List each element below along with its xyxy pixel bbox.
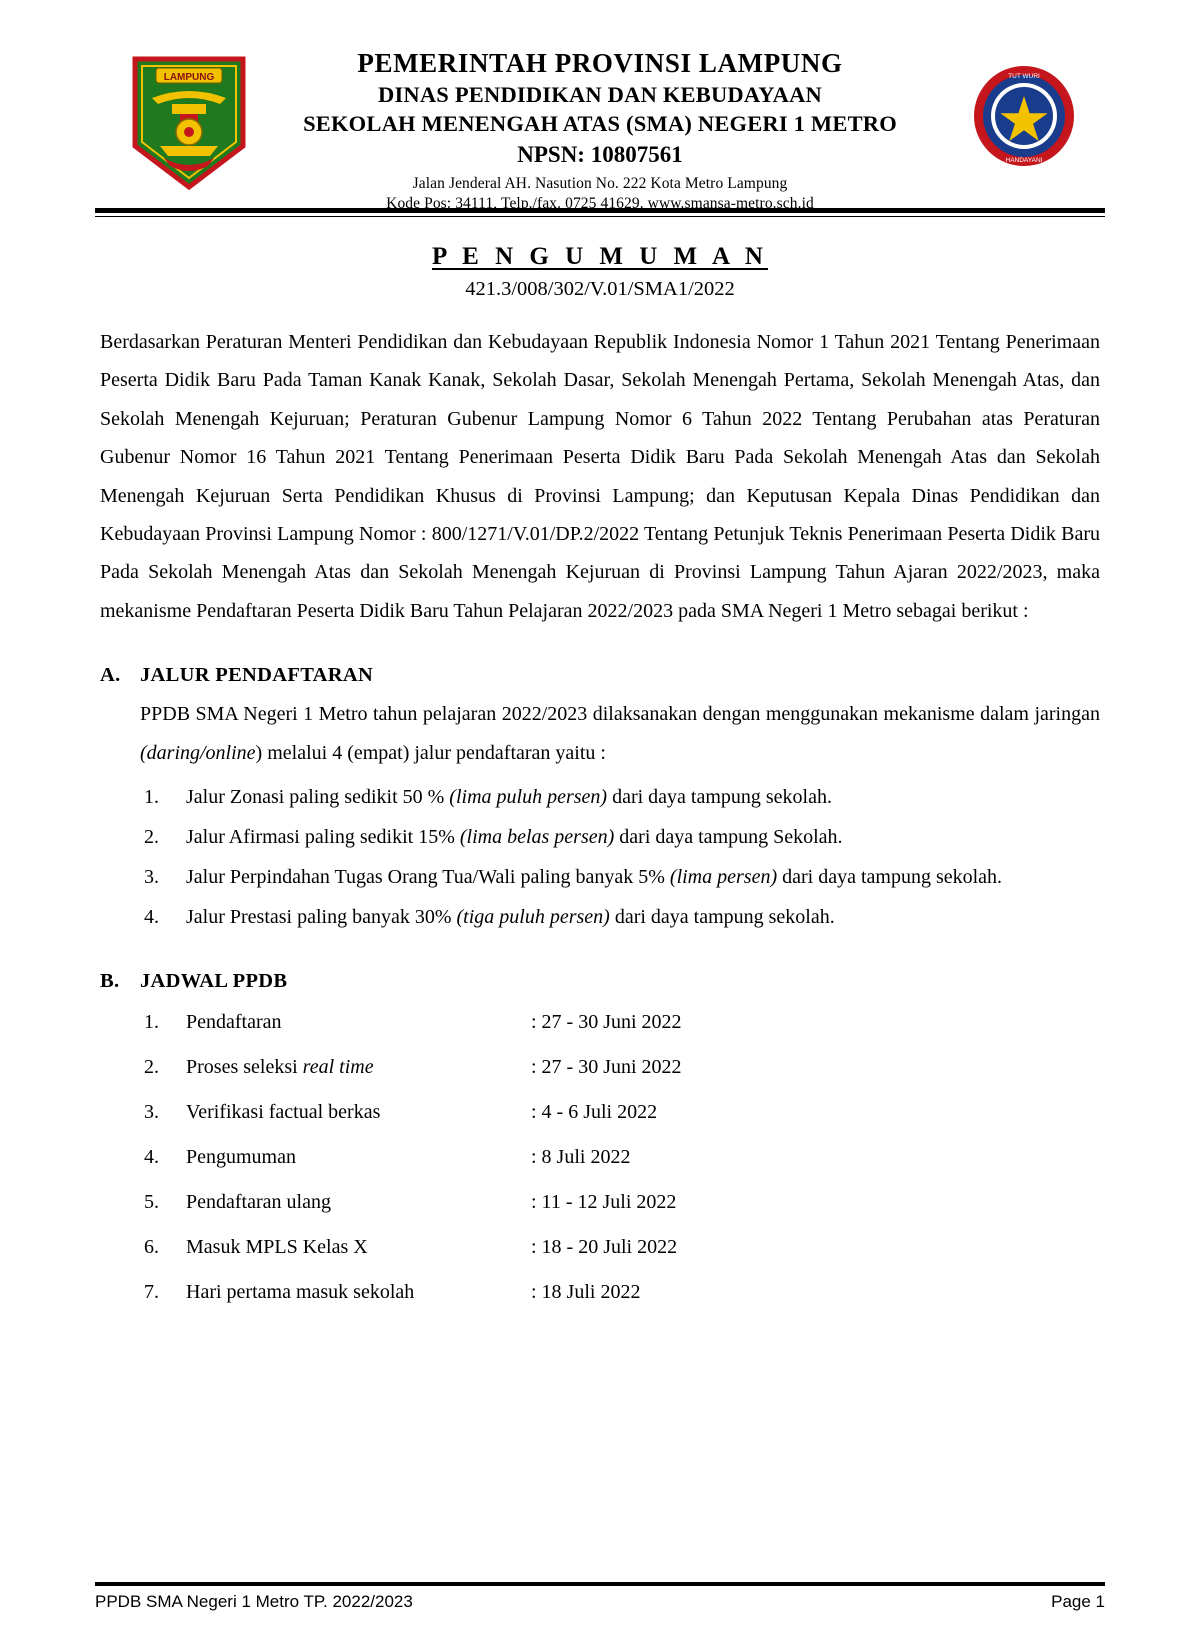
- schedule-label-before: Proses seleksi: [186, 1055, 303, 1078]
- schedule-row: [140, 1051, 1100, 1083]
- schedule-row-value: : 4 - 6 Juli 2022: [531, 1100, 658, 1123]
- list-item-text-before: Jalur Perpindahan Tugas Orang Tua/Wali paling banyak 5%: [186, 865, 670, 888]
- section-a-lead-before: PPDB SMA Negeri 1 Metro tahun pelajaran 2022/2023 dilaksanakan dengan menggunakan mekanisme dalam jaringan: [140, 703, 1100, 726]
- schedule-row: [140, 1141, 1100, 1173]
- section-a-lead-after: ) melalui 4 (empat) jalur pendaftaran yaitu :: [255, 741, 606, 764]
- list-item-text-italic: (lima belas persen): [459, 825, 615, 848]
- section-b-body: [140, 1006, 1100, 1308]
- institution-school-line: SEKOLAH MENENGAH ATAS (SMA) NEGERI 1 METRO: [303, 111, 897, 137]
- tut-wuri-handayani-emblem-icon: [970, 62, 1078, 170]
- section-jadwal-ppdb: [100, 970, 1100, 1308]
- schedule-label-before: Pengumuman: [186, 1145, 296, 1168]
- schedule-row-label: [186, 1051, 531, 1083]
- letterhead-text: [100, 48, 1100, 213]
- schedule-label-italic: real time: [302, 1055, 374, 1078]
- list-item: [140, 898, 1100, 936]
- list-item-text-italic: (lima puluh persen): [449, 785, 608, 808]
- list-item-text-after: dari daya tampung Sekolah.: [614, 825, 843, 848]
- list-item-text-after: dari daya tampung sekolah.: [609, 905, 835, 928]
- schedule-row-label: [186, 1141, 531, 1173]
- schedule-row-number: 7.: [144, 1280, 159, 1303]
- footer-divider: [95, 1582, 1105, 1586]
- institution-department-line: DINAS PENDIDIKAN DAN KEBUDAYAAN: [378, 82, 822, 108]
- footer-page-number: Page 1: [1051, 1592, 1105, 1611]
- letterhead: [0, 0, 1200, 213]
- list-item-text: [186, 858, 1100, 896]
- institution-address-line1: Jalan Jenderal AH. Nasution No. 222 Kota Metro Lampung: [412, 175, 788, 193]
- schedule-row-number: 1.: [144, 1010, 159, 1033]
- schedule-row-value: : 27 - 30 Juni 2022: [531, 1010, 682, 1033]
- list-item-text: [186, 898, 1100, 936]
- schedule-row-value: : 8 Juli 2022: [531, 1145, 631, 1168]
- page-title: P E N G U M U M A N: [432, 243, 768, 270]
- list-item-text-before: Jalur Zonasi paling sedikit 50 %: [186, 785, 450, 808]
- schedule-row-number: 6.: [144, 1235, 159, 1258]
- schedule-row-value: : 27 - 30 Juni 2022: [531, 1055, 682, 1078]
- schedule-row-value: : 18 - 20 Juli 2022: [531, 1235, 678, 1258]
- list-item-text-italic: (lima persen): [669, 865, 778, 888]
- schedule-row-label: [186, 1006, 531, 1038]
- list-item-text-italic: (tiga puluh persen): [456, 905, 610, 928]
- list-item-text-after: dari daya tampung sekolah.: [607, 785, 832, 808]
- list-item-number: 4.: [144, 905, 159, 928]
- schedule-row-number: 5.: [144, 1190, 159, 1213]
- section-a-heading: [100, 664, 1100, 687]
- section-b-title: JADWAL PPDB: [140, 969, 288, 992]
- schedule-row-label: [186, 1276, 531, 1308]
- section-a-body: [140, 695, 1100, 936]
- lampung-province-emblem-icon: [130, 54, 248, 192]
- schedule-row: [140, 1276, 1100, 1308]
- section-a-letter: A.: [100, 664, 121, 687]
- footer-left-text: PPDB SMA Negeri 1 Metro TP. 2022/2023: [95, 1592, 413, 1611]
- list-item-number: 3.: [144, 865, 159, 888]
- schedule-row-number: 2.: [144, 1055, 159, 1078]
- schedule-label-before: Hari pertama masuk sekolah: [186, 1280, 415, 1303]
- schedule-row-label: [186, 1231, 531, 1263]
- schedule-row-label: [186, 1096, 531, 1128]
- schedule-row-number: 4.: [144, 1145, 159, 1168]
- schedule-label-before: Masuk MPLS Kelas X: [186, 1235, 368, 1258]
- schedule-row-label: [186, 1186, 531, 1218]
- list-item-text: [186, 818, 1100, 856]
- document-number: 421.3/008/302/V.01/SMA1/2022: [465, 278, 735, 300]
- schedule-row-number: 3.: [144, 1100, 159, 1123]
- section-a-lead-italic: (daring/online: [140, 741, 256, 764]
- document-body: [0, 323, 1200, 1308]
- schedule-row: [140, 1096, 1100, 1128]
- list-item-text-before: Jalur Prestasi paling banyak 30%: [186, 905, 457, 928]
- schedule-label-before: Verifikasi factual berkas: [186, 1100, 381, 1123]
- list-item: [140, 858, 1100, 896]
- schedule-row-value: : 11 - 12 Juli 2022: [531, 1190, 677, 1213]
- institution-government-line: PEMERINTAH PROVINSI LAMPUNG: [357, 48, 843, 78]
- list-item-number: 1.: [144, 785, 159, 808]
- institution-address-line2: Kode Pos: 34111, Telp./fax. 0725 41629. www.smansa-metro.sch.id: [386, 195, 814, 213]
- svg-text:LAMPUNG: LAMPUNG: [163, 72, 215, 83]
- intro-paragraph: Berdasarkan Peraturan Menteri Pendidikan dan Kebudayaan Republik Indonesia Nomor 1 Tahun 2021 Tentang Penerimaan Peserta Didik Baru Pada Taman Kanak Kanak, Sekolah Dasar, Sekolah Menengah Pertama, Sekolah Menengah Atas, dan Sekolah Menengah Kejuruan; Peraturan Gubenur Lampung Nomor 6 Tahun 2022 Tentang Perubahan atas Peraturan Gubenur Nomor 16 Tahun 2021 Tentang Penerimaan Peserta Didik Baru Pada Sekolah Menengah Atas dan Sekolah Menengah Kejuruan Serta Pendidikan Khusus di Provinsi Lampung; dan Keputusan Kepala Dinas Pendidikan dan Kebudayaan Provinsi Lampung Nomor : 800/1271/V.01/DP.2/2022 Tentang Petunjuk Teknis Penerimaan Peserta Didik Baru Pada Sekolah Menengah Atas dan Sekolah Menengah Kejuruan di Provinsi Lampung Tahun Ajaran 2022/2023, maka mekanisme Pendaftaran Peserta Didik Baru Tahun Pelajaran 2022/2023 pada SMA Negeri 1 Metro sebagai berikut :: [100, 331, 1100, 622]
- schedule-label-before: Pendaftaran: [186, 1010, 282, 1033]
- schedule-row: [140, 1006, 1100, 1038]
- list-item: [140, 818, 1100, 856]
- jalur-list: [140, 778, 1100, 936]
- page-footer: [95, 1582, 1105, 1612]
- schedule-row: [140, 1231, 1100, 1263]
- list-item-text-after: dari daya tampung sekolah.: [777, 865, 1003, 888]
- list-item-number: 2.: [144, 825, 159, 848]
- section-a-title: JALUR PENDAFTARAN: [140, 664, 374, 687]
- section-a-lead: [140, 695, 1100, 772]
- list-item-text: [186, 778, 1100, 816]
- schedule-row: [140, 1186, 1100, 1218]
- section-b-heading: [100, 970, 1100, 993]
- section-b-letter: B.: [100, 969, 120, 992]
- institution-npsn: NPSN: 10807561: [517, 141, 683, 167]
- schedule-label-before: Pendaftaran ulang: [186, 1190, 331, 1213]
- section-jalur-pendaftaran: [100, 664, 1100, 936]
- svg-text:TUT WURI: TUT WURI: [1008, 73, 1040, 80]
- announcement-title-block: [0, 243, 1200, 301]
- svg-text:HANDAYANI: HANDAYANI: [1005, 157, 1043, 164]
- schedule-row-value: : 18 Juli 2022: [531, 1280, 641, 1303]
- list-item: [140, 778, 1100, 816]
- list-item-text-before: Jalur Afirmasi paling sedikit 15%: [186, 825, 460, 848]
